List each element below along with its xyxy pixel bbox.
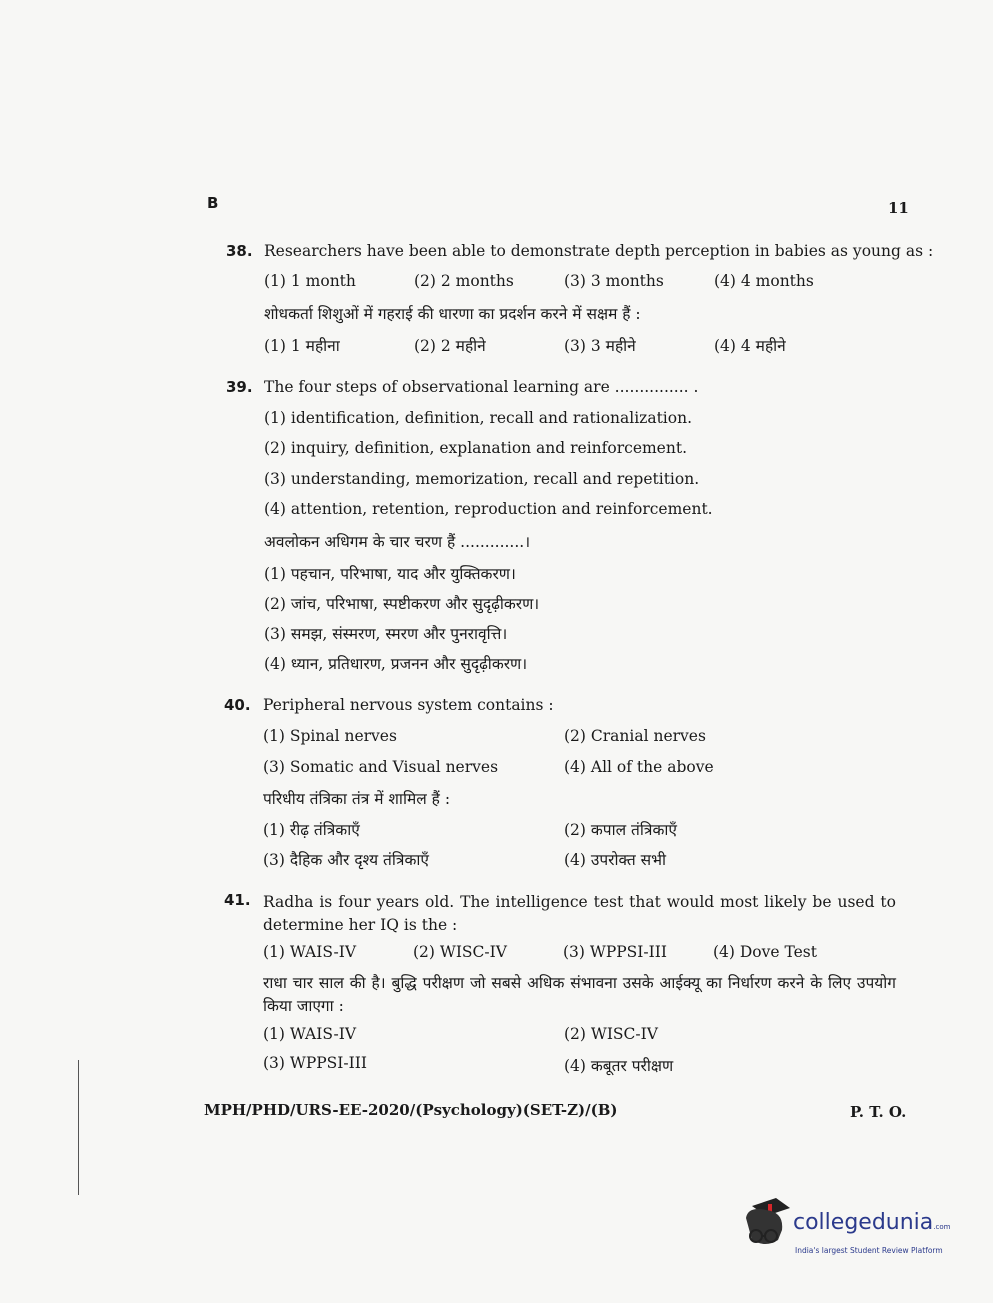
question-39-text-hi: अवलोकन अधिगम के चार चरण हैं .............।: [264, 533, 531, 551]
paper-code: MPH/PHD/URS-EE-2020/(Psychology)(SET-Z)/(B): [204, 1101, 618, 1119]
logo-suffix: .com: [933, 1223, 951, 1231]
option: (1) WAIS-IV: [263, 943, 357, 961]
option: (1) रीढ़ तंत्रिकाएँ: [263, 821, 360, 839]
logo-tagline: India's largest Student Review Platform: [795, 1246, 943, 1255]
question-41-text-en: Radha is four years old. The intelligence test that would most likely be used to determine her IQ is the :: [263, 893, 896, 934]
option: (1) Spinal nerves: [263, 727, 397, 745]
option: (4) ध्यान, प्रतिधारण, प्रजनन और सुदृढ़ीकरण।: [264, 655, 528, 673]
question-41-options-en: [263, 943, 863, 961]
option: (4) attention, retention, reproduction and reinforcement.: [264, 500, 713, 518]
option: (2) inquiry, definition, explanation and reinforcement.: [264, 439, 687, 457]
option: (1) identification, definition, recall and rationalization.: [264, 409, 693, 427]
option: (2) जांच, परिभाषा, स्पष्टीकरण और सुदृढ़ीकरण।: [264, 595, 540, 613]
option: (3) समझ, संस्मरण, स्मरण और पुनरावृत्ति।: [264, 625, 508, 643]
option: (2) कपाल तंत्रिकाएँ: [564, 821, 677, 839]
question-number-40: 40.: [224, 696, 251, 714]
pto-label: P. T. O.: [850, 1103, 907, 1121]
margin-line: [78, 1060, 79, 1195]
question-40-text-hi: परिधीय तंत्रिका तंत्र में शामिल हैं :: [263, 790, 451, 808]
set-code: B: [207, 194, 219, 212]
option: (2) Cranial nerves: [564, 727, 706, 745]
option: (2) 2 months: [414, 272, 514, 290]
question-number-38: 38.: [226, 242, 253, 260]
option: (4) उपरोक्त सभी: [564, 851, 666, 869]
option: (3) WPPSI-III: [563, 943, 668, 961]
option: (3) दैहिक और दृश्य तंत्रिकाएँ: [263, 851, 429, 869]
option: (4) 4 months: [714, 272, 814, 290]
option: (4) कबूतर परीक्षण: [564, 1057, 674, 1075]
option: (2) 2 महीने: [414, 337, 486, 355]
option: (4) Dove Test: [713, 943, 817, 961]
option: (3) WPPSI-III: [263, 1054, 368, 1072]
option: (3) Somatic and Visual nerves: [263, 758, 499, 776]
option: (3) 3 months: [564, 272, 664, 290]
question-38-text-en: Researchers have been able to demonstrate depth perception in babies as young as :: [264, 242, 934, 260]
option: (1) WAIS-IV: [263, 1025, 357, 1043]
question-41-text-hi: राधा चार साल की है। बुद्धि परीक्षण जो सबसे अधिक संभावना उसके आईक्यू का निर्धारण करने के लिए उपयोग किया जाएगा :: [263, 974, 896, 1015]
question-39-text-en: The four steps of observational learning are ............... .: [264, 378, 699, 396]
option: (2) WISC-IV: [564, 1025, 658, 1043]
question-40-text-en: Peripheral nervous system contains :: [263, 696, 554, 714]
question-number-41: 41.: [224, 891, 251, 909]
question-number-39: 39.: [226, 378, 253, 396]
mascot-icon: [738, 1196, 794, 1260]
option: (1) 1 महीना: [264, 337, 340, 355]
option: (4) All of the above: [564, 758, 714, 776]
option: (4) 4 महीने: [714, 337, 786, 355]
option: (2) WISC-IV: [413, 943, 507, 961]
option: (1) पहचान, परिभाषा, याद और युक्तिकरण।: [264, 565, 516, 583]
question-38-options-hi: [264, 334, 864, 356]
question-38-text-hi: शोधकर्ता शिशुओं में गहराई की धारणा का प्रदर्शन करने में सक्षम हैं :: [264, 305, 641, 323]
logo-brand: collegedunia.com: [793, 1210, 951, 1235]
option: (3) understanding, memorization, recall and repetition.: [264, 470, 700, 488]
option: (1) 1 month: [264, 272, 356, 290]
page-number: 11: [888, 199, 909, 217]
option: (3) 3 महीने: [564, 337, 636, 355]
question-38-options-en: [264, 272, 864, 290]
